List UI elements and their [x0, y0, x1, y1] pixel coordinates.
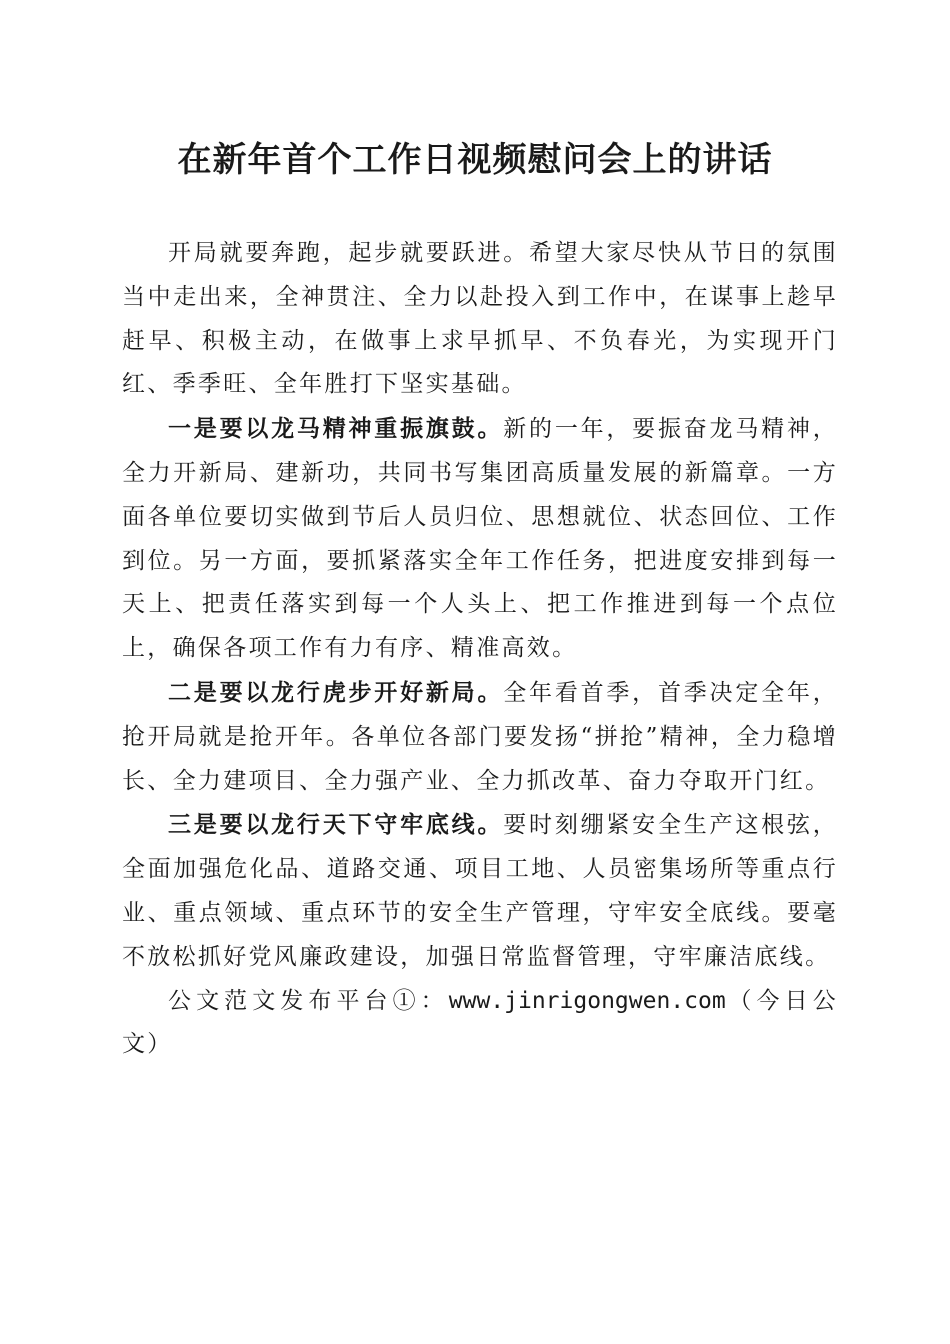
section-paragraph-2 [122, 671, 838, 803]
section-1-text: 新的一年，要振奋龙马精神，全力开新局、建新功，共同书写集团高质量发展的新篇章。一方面各单位要切实做到节后人员归位、思想就位、状态回位、工作到位。另一方面，要抓紧落实全年工作任务，把进度安排到每一天上、把责任落实到每一个人头上、把工作推进到每一个点位上，确保各项工作有力有序、精准高效。 [122, 416, 838, 662]
footer-suffix: （今日公文） [122, 987, 839, 1058]
footer-label: 公文范文发布平台①： [168, 987, 449, 1014]
section-paragraph-3 [122, 803, 838, 979]
section-3-text: 要时刻绷紧安全生产这根弦，全面加强危化品、道路交通、项目工地、人员密集场所等重点行业、重点领域、重点环节的安全生产管理，守牢安全底线。要毫不放松抓好党风廉政建设，加强日常监督管理，守牢廉洁底线。 [122, 812, 838, 970]
document-body [122, 232, 838, 1067]
document-title: 在新年首个工作日视频慰问会上的讲话 [177, 140, 773, 180]
section-3-lead: 三是要以龙行天下守牢底线。 [168, 811, 504, 839]
section-paragraph-1 [122, 407, 838, 671]
footer-url: www.jinrigongwen.com [448, 987, 726, 1014]
intro-paragraph: 开局就要奔跑，起步就要跃进。希望大家尽快从节日的氛围当中走出来，全神贯注、全力以赴投入到工作中，在谋事上趁早赶早、积极主动，在做事上求早抓早、不负春光，为实现开门红、季季旺、全年胜打下坚实基础。 [122, 240, 838, 398]
section-1-lead: 一是要以龙马精神重振旗鼓。 [168, 415, 504, 443]
section-2-text: 全年看首季，首季决定全年，抢开局就是抢开年。各单位各部门要发扬“拼抢”精神，全力稳增长、全力建项目、全力强产业、全力抓改革、奋力夺取开门红。 [122, 679, 838, 794]
footer-source-line [122, 980, 838, 1068]
section-2-lead: 二是要以龙行虎步开好新局。 [168, 678, 504, 706]
